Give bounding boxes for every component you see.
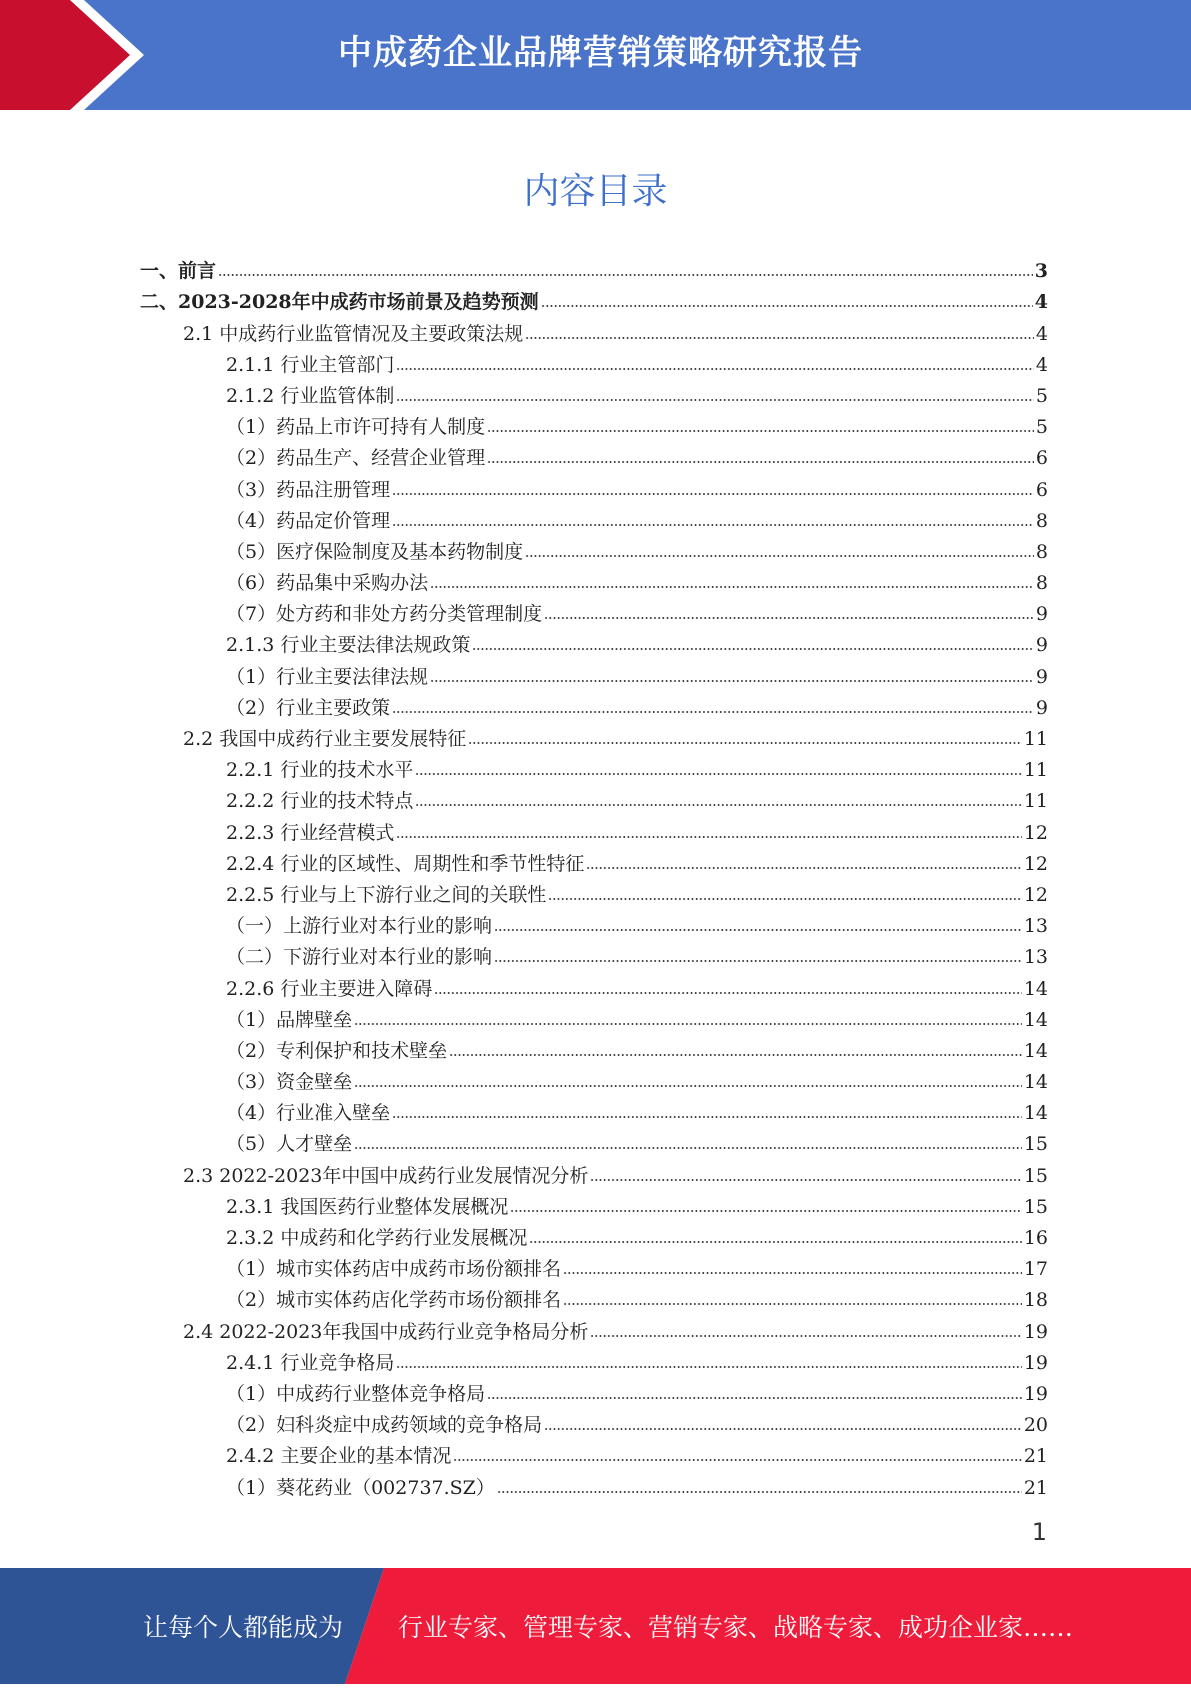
toc-entry-label: 2.2 我国中成药行业主要发展特征 bbox=[183, 728, 467, 750]
toc-entry[interactable] bbox=[140, 1094, 1048, 1125]
toc-entry-page: 6 bbox=[1035, 478, 1048, 501]
toc-dot-leader bbox=[548, 896, 1021, 902]
toc-dot-leader bbox=[525, 553, 1034, 559]
toc-dot-leader bbox=[396, 366, 1034, 372]
toc-entry-page: 9 bbox=[1035, 665, 1048, 688]
toc-entry-label: 2.2.6 行业主要进入障碍 bbox=[226, 977, 433, 1000]
toc-entry[interactable] bbox=[140, 502, 1048, 533]
toc-entry-label: 2.1.3 行业主要法律法规政策 bbox=[226, 634, 471, 657]
toc-entry-label: 一、前言 bbox=[140, 260, 217, 283]
toc-entry[interactable] bbox=[140, 1437, 1048, 1468]
toc-dot-leader bbox=[586, 865, 1021, 871]
toc-entry[interactable] bbox=[140, 439, 1048, 470]
toc-entry-page: 5 bbox=[1035, 384, 1048, 407]
toc-dot-leader bbox=[392, 522, 1034, 528]
toc-dot-leader bbox=[529, 1239, 1021, 1245]
toc-entry-page: 18 bbox=[1023, 1289, 1048, 1312]
toc-entry[interactable] bbox=[140, 408, 1048, 439]
toc-entry[interactable] bbox=[140, 564, 1048, 595]
toc-entry-label: 2.2.3 行业经营模式 bbox=[226, 821, 395, 844]
toc-dot-leader bbox=[468, 740, 1022, 746]
toc-dot-leader bbox=[525, 335, 1034, 341]
toc-entry[interactable] bbox=[140, 1125, 1048, 1156]
toc-entry-page: 9 bbox=[1035, 696, 1048, 719]
toc-dot-leader bbox=[487, 459, 1034, 465]
toc-dot-leader bbox=[218, 272, 1033, 278]
toc-entry-label: 2.3 2022-2023年中国中成药行业发展情况分析 bbox=[183, 1164, 589, 1187]
toc-entry-label: （2）妇科炎症中成药领域的竞争格局 bbox=[226, 1414, 543, 1437]
toc-dot-leader bbox=[590, 1177, 1021, 1183]
toc-entry-label: 2.3.2 中成药和化学药行业发展概况 bbox=[226, 1227, 528, 1249]
toc-entry-label: （5）人才壁垒 bbox=[226, 1133, 353, 1156]
toc-entry-label: （一）上游行业对本行业的影响 bbox=[226, 915, 493, 938]
toc-entry-page: 9 bbox=[1035, 634, 1048, 657]
toc-entry[interactable] bbox=[140, 1250, 1048, 1281]
toc-entry-label: （1）行业主要法律法规 bbox=[226, 665, 429, 688]
toc-entry-page: 3 bbox=[1034, 260, 1048, 283]
toc-entry[interactable] bbox=[140, 1468, 1048, 1499]
toc-entry-page: 9 bbox=[1035, 603, 1048, 626]
toc-entry-page: 6 bbox=[1035, 447, 1048, 470]
toc-entry-page: 14 bbox=[1023, 1039, 1048, 1062]
toc-dot-leader bbox=[494, 927, 1022, 933]
toc-dot-leader bbox=[563, 1301, 1022, 1307]
toc-dot-leader bbox=[563, 1270, 1022, 1276]
toc-entry-label: 2.2.2 行业的技术特点 bbox=[226, 790, 414, 813]
toc-entry-label: 2.4.2 主要企业的基本情况 bbox=[226, 1445, 452, 1468]
toc-dot-leader bbox=[396, 1364, 1021, 1370]
toc-entry-label: 2.1.2 行业监管体制 bbox=[226, 384, 395, 407]
toc-entry-label: （3）资金壁垒 bbox=[226, 1071, 353, 1094]
toc-entry-label: 2.4.1 行业竞争格局 bbox=[226, 1351, 395, 1374]
toc-entry-label: （4）药品定价管理 bbox=[226, 509, 391, 532]
toc-dot-leader bbox=[354, 1021, 1022, 1027]
toc-entry-page: 20 bbox=[1023, 1414, 1048, 1437]
toc-entry-page: 11 bbox=[1023, 759, 1048, 782]
toc-entry-page: 4 bbox=[1035, 322, 1048, 345]
toc-entry-label: 2.2.4 行业的区域性、周期性和季节性特征 bbox=[226, 852, 585, 875]
toc-dot-leader bbox=[396, 834, 1021, 840]
toc-entry[interactable] bbox=[140, 1032, 1048, 1063]
toc-entry-page: 14 bbox=[1023, 1071, 1048, 1094]
toc-dot-leader bbox=[541, 303, 1033, 309]
toc-dot-leader bbox=[392, 491, 1034, 497]
toc-entry[interactable] bbox=[140, 1156, 1048, 1187]
toc-entry-label: （6）药品集中采购办法 bbox=[226, 572, 429, 595]
toc-entry-page: 21 bbox=[1023, 1445, 1048, 1468]
toc-entry-page: 19 bbox=[1023, 1320, 1048, 1343]
toc-entry-label: （4）行业准入壁垒 bbox=[226, 1102, 391, 1125]
table-of-contents bbox=[140, 252, 1048, 1500]
toc-dot-leader bbox=[415, 771, 1021, 777]
toc-entry[interactable] bbox=[140, 283, 1048, 314]
toc-entry-label: （7）处方药和非处方药分类管理制度 bbox=[226, 603, 543, 626]
footer-slogan-left: 让每个人都能成为 bbox=[143, 1613, 344, 1642]
toc-entry[interactable] bbox=[140, 626, 1048, 657]
toc-entry-page: 16 bbox=[1023, 1227, 1048, 1249]
toc-entry-label: （1）葵花药业（002737.SZ） bbox=[226, 1476, 495, 1499]
toc-heading: 内容目录 bbox=[523, 171, 668, 212]
toc-dot-leader bbox=[510, 1208, 1021, 1214]
toc-entry-label: 2.1 中成药行业监管情况及主要政策法规 bbox=[183, 322, 524, 345]
toc-entry[interactable] bbox=[140, 907, 1048, 938]
toc-entry-page: 4 bbox=[1034, 291, 1048, 314]
toc-dot-leader bbox=[392, 1114, 1022, 1120]
toc-entry[interactable] bbox=[140, 1406, 1048, 1437]
toc-dot-leader bbox=[497, 1489, 1022, 1495]
toc-entry[interactable] bbox=[140, 1375, 1048, 1406]
toc-entry[interactable] bbox=[140, 377, 1048, 408]
toc-dot-leader bbox=[392, 709, 1034, 715]
toc-dot-leader bbox=[415, 802, 1021, 808]
toc-dot-leader bbox=[544, 1426, 1022, 1432]
toc-entry[interactable] bbox=[140, 1063, 1048, 1094]
toc-entry-page: 19 bbox=[1023, 1351, 1048, 1374]
toc-entry-page: 8 bbox=[1035, 572, 1048, 595]
toc-entry-label: （2）行业主要政策 bbox=[226, 696, 391, 719]
toc-entry-label: （1）中成药行业整体竞争格局 bbox=[226, 1382, 486, 1405]
toc-entry-page: 15 bbox=[1023, 1164, 1048, 1187]
toc-entry[interactable] bbox=[140, 314, 1048, 345]
toc-entry[interactable] bbox=[140, 595, 1048, 626]
toc-dot-leader bbox=[590, 1333, 1021, 1339]
red-chevron-decoration bbox=[0, 0, 150, 110]
toc-entry[interactable] bbox=[140, 533, 1048, 564]
toc-entry[interactable] bbox=[140, 657, 1048, 688]
toc-dot-leader bbox=[487, 1395, 1022, 1401]
toc-entry-page: 14 bbox=[1023, 1008, 1048, 1031]
toc-dot-leader bbox=[494, 958, 1022, 964]
toc-entry-page: 4 bbox=[1035, 353, 1048, 376]
toc-entry[interactable] bbox=[140, 689, 1048, 720]
toc-entry[interactable] bbox=[140, 1188, 1048, 1219]
report-title: 中成药企业品牌营销策略研究报告 bbox=[338, 33, 863, 73]
toc-entry-label: （3）药品注册管理 bbox=[226, 478, 391, 501]
toc-entry-label: （2）药品生产、经营企业管理 bbox=[226, 447, 486, 470]
toc-entry-label: （2）专利保护和技术壁垒 bbox=[226, 1039, 448, 1062]
toc-entry-label: 2.3.1 我国医药行业整体发展概况 bbox=[226, 1195, 509, 1218]
toc-entry-page: 15 bbox=[1023, 1133, 1048, 1156]
toc-entry-page: 15 bbox=[1023, 1195, 1048, 1218]
toc-dot-leader bbox=[396, 397, 1034, 403]
toc-entry-page: 21 bbox=[1023, 1476, 1048, 1499]
toc-entry-label: 2.2.1 行业的技术水平 bbox=[226, 759, 414, 782]
toc-entry[interactable] bbox=[140, 252, 1048, 283]
toc-entry[interactable] bbox=[140, 845, 1048, 876]
toc-entry[interactable] bbox=[140, 751, 1048, 782]
toc-entry-page: 13 bbox=[1023, 915, 1048, 938]
page-number: 1 bbox=[1031, 1518, 1047, 1546]
toc-entry-label: （2）城市实体药店化学药市场份额排名 bbox=[226, 1289, 562, 1312]
toc-dot-leader bbox=[354, 1083, 1022, 1089]
toc-entry-page: 14 bbox=[1023, 977, 1048, 1000]
toc-entry-page: 11 bbox=[1023, 790, 1048, 813]
toc-entry-page: 8 bbox=[1035, 540, 1048, 563]
toc-dot-leader bbox=[434, 990, 1021, 996]
toc-entry-label: （1）药品上市许可持有人制度 bbox=[226, 416, 486, 439]
toc-entry-page: 12 bbox=[1023, 821, 1048, 844]
toc-entry-page: 12 bbox=[1023, 852, 1048, 875]
toc-entry[interactable] bbox=[140, 346, 1048, 377]
toc-dot-leader bbox=[453, 1457, 1021, 1463]
header-band bbox=[0, 0, 1191, 110]
toc-entry[interactable] bbox=[140, 1312, 1048, 1343]
toc-entry-label: 2.4 2022-2023年我国中成药行业竞争格局分析 bbox=[183, 1320, 589, 1343]
toc-entry-page: 14 bbox=[1023, 1102, 1048, 1125]
toc-entry-label: 2.2.5 行业与上下游行业之间的关联性 bbox=[226, 883, 547, 906]
toc-entry-label: （二）下游行业对本行业的影响 bbox=[226, 946, 493, 969]
toc-entry[interactable] bbox=[140, 1219, 1048, 1250]
toc-dot-leader bbox=[472, 646, 1034, 652]
toc-entry[interactable] bbox=[140, 1281, 1048, 1312]
toc-dot-leader bbox=[354, 1145, 1022, 1151]
toc-entry[interactable] bbox=[140, 1001, 1048, 1032]
toc-dot-leader bbox=[449, 1052, 1022, 1058]
toc-entry-label: （1）城市实体药店中成药市场份额排名 bbox=[226, 1258, 562, 1281]
toc-entry[interactable] bbox=[140, 1344, 1048, 1375]
toc-entry-label: （5）医疗保险制度及基本药物制度 bbox=[226, 540, 524, 563]
toc-dot-leader bbox=[430, 678, 1034, 684]
toc-dot-leader bbox=[544, 615, 1034, 621]
toc-dot-leader bbox=[487, 428, 1034, 434]
toc-entry-label: （1）品牌壁垒 bbox=[226, 1008, 353, 1031]
toc-entry[interactable] bbox=[140, 813, 1048, 844]
toc-entry-page: 5 bbox=[1035, 416, 1048, 439]
footer-band bbox=[0, 1568, 1191, 1684]
toc-entry[interactable] bbox=[140, 969, 1048, 1000]
toc-entry[interactable] bbox=[140, 938, 1048, 969]
toc-entry-page: 17 bbox=[1023, 1258, 1048, 1281]
toc-entry-page: 8 bbox=[1035, 509, 1048, 532]
toc-entry-page: 19 bbox=[1023, 1382, 1048, 1405]
toc-entry-page: 13 bbox=[1023, 946, 1048, 969]
toc-dot-leader bbox=[430, 584, 1034, 590]
toc-entry-page: 11 bbox=[1023, 728, 1048, 750]
toc-entry-label: 二、2023-2028年中成药市场前景及趋势预测 bbox=[140, 291, 539, 314]
footer-slogan-right: 行业专家、管理专家、营销专家、战略专家、成功企业家…… bbox=[398, 1613, 1074, 1642]
toc-entry[interactable] bbox=[140, 876, 1048, 907]
toc-entry-page: 12 bbox=[1023, 883, 1048, 906]
toc-entry[interactable] bbox=[140, 720, 1048, 751]
toc-entry[interactable] bbox=[140, 470, 1048, 501]
toc-entry[interactable] bbox=[140, 782, 1048, 813]
toc-entry-label: 2.1.1 行业主管部门 bbox=[226, 353, 395, 376]
